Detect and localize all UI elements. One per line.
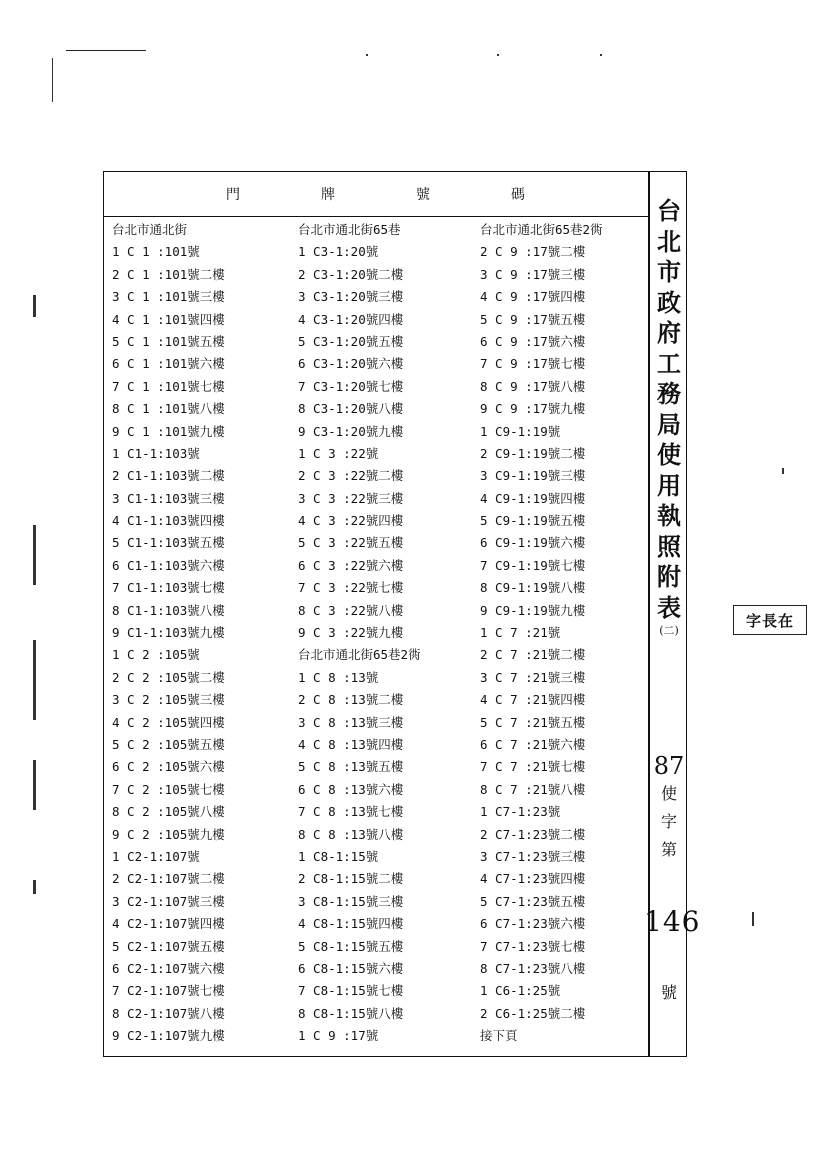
edge-mark [782,468,784,474]
table-cell: 1 C7-1:23號 [480,804,561,820]
table-cell: 9 C 9 :17號九樓 [480,401,586,417]
table-cell: 6 C 2 :105號六樓 [112,759,225,775]
table-cell: 6 C1-1:103號六樓 [112,557,225,573]
side-title-char: 用 [657,470,681,500]
header-char: 碼 [511,187,525,203]
table-cell: 5 C 1 :101號五樓 [112,333,225,349]
table-cell: 5 C1-1:103號五樓 [112,535,225,551]
table-cell: 9 C9-1:19號九樓 [480,602,586,618]
side-title-char: 市 [657,257,681,286]
table-cell: 4 C 9 :17號四樓 [480,289,586,305]
table-cell: 台北市通北街65巷 [298,222,401,237]
side-title-char: 表 [657,592,681,622]
table-cell: 4 C 7 :21號四樓 [480,692,586,708]
table-cell: 8 C3-1:20號八樓 [298,401,404,417]
table-cell: 3 C2-1:107號三樓 [112,893,225,909]
table-cell: 2 C 9 :17號二樓 [480,244,586,260]
table-cell: 5 C9-1:19號五樓 [480,513,586,529]
table-cell: 2 C 8 :13號二樓 [298,692,404,708]
table-cell: 1 C3-1:20號 [298,244,379,260]
table-cell: 3 C 3 :22號三樓 [298,490,404,506]
side-char-di: 第 [660,840,677,859]
table-cell: 6 C3-1:20號六樓 [298,356,404,372]
table-cell: 8 C1-1:103號八樓 [112,602,225,618]
side-title-char: 照 [657,531,681,561]
table-cell: 1 C 7 :21號 [480,625,561,641]
table-cell: 7 C7-1:23號七樓 [480,938,586,954]
header-char: 牌 [321,187,335,203]
table-cell: 2 C6-1:25號二樓 [480,1005,586,1021]
table-cell: 8 C 2 :105號八樓 [112,804,225,820]
side-year: 87 [653,752,685,780]
side-title-char: 務 [657,379,681,408]
scan-dot-artifact [600,54,602,56]
table-cell: 8 C8-1:15號八樓 [298,1005,404,1021]
table-cell: 8 C 1 :101號八樓 [112,401,225,417]
side-number: 146 [644,905,701,938]
side-title-char: 工 [657,348,681,378]
table-cell: 2 C3-1:20號二樓 [298,266,404,282]
table-cell: 4 C 1 :101號四樓 [112,311,225,327]
table-cell: 8 C7-1:23號八樓 [480,960,586,976]
table-cell: 6 C 8 :13號六樓 [298,781,404,797]
scan-dot-artifact [497,54,499,56]
table-cell: 6 C7-1:23號六樓 [480,916,586,932]
side-char-zi: 字 [660,812,677,831]
table-cell: 5 C 9 :17號五樓 [480,311,586,327]
table-cell: 8 C 8 :13號八樓 [298,826,404,842]
side-title-char: 府 [657,318,681,347]
table-cell: 8 C 7 :21號八樓 [480,781,586,797]
header-char: 號 [416,187,430,203]
edge-mark [752,912,754,926]
table-cell: 5 C3-1:20號五樓 [298,333,404,349]
side-title-char: 台 [657,196,681,225]
table-cell: 6 C9-1:19號六樓 [480,535,586,551]
table-cell: 7 C 1 :101號七樓 [112,378,225,394]
table-cell: 6 C 1 :101號六樓 [112,356,225,372]
table-cell: 7 C8-1:15號七樓 [298,983,404,999]
table-cell: 1 C6-1:25號 [480,983,561,999]
table-cell: 4 C9-1:19號四樓 [480,490,586,506]
table-cell: 5 C 8 :13號五樓 [298,759,404,775]
table-cell: 9 C 2 :105號九樓 [112,826,225,842]
table-cell: 4 C8-1:15號四樓 [298,916,404,932]
table-cell: 3 C 1 :101號三樓 [112,289,225,305]
table-cell: 4 C 3 :22號四樓 [298,513,404,529]
table-cell: 4 C7-1:23號四樓 [480,871,586,887]
table-cell: 7 C 2 :105號七樓 [112,781,225,797]
scan-dot-artifact [366,54,368,56]
edge-mark [33,760,36,810]
side-char-hao: 號 [660,983,677,1002]
table-cell: 1 C8-1:15號 [298,848,379,864]
table-cell: 2 C 2 :105號二樓 [112,669,225,685]
table-cell: 1 C1-1:103號 [112,445,200,461]
scan-pin-artifact [52,58,53,102]
table-cell: 8 C9-1:19號八樓 [480,580,586,596]
table-cell: 7 C 7 :21號七樓 [480,759,586,775]
edge-mark [33,640,36,720]
table-cell: 台北市通北街65巷2衖 [480,222,603,237]
table-cell: 9 C 1 :101號九樓 [112,423,225,439]
table-cell: 1 C9-1:19號 [480,423,561,439]
table-cell: 6 C 9 :17號六樓 [480,333,586,349]
table-cell: 7 C 3 :22號七樓 [298,580,404,596]
table-cell: 3 C8-1:15號三樓 [298,893,404,909]
table-cell: 8 C 3 :22號八樓 [298,602,404,618]
table-cell: 4 C3-1:20號四樓 [298,311,404,327]
table-cell: 1 C 1 :101號 [112,244,200,260]
table-cell: 5 C7-1:23號五樓 [480,893,586,909]
scan-line-artifact [66,50,146,51]
table-cell: 2 C9-1:19號二樓 [480,445,586,461]
edge-mark [33,880,36,894]
edge-mark [33,295,36,317]
table-cell: 7 C9-1:19號七樓 [480,557,586,573]
side-title-char: 政 [657,287,681,317]
edge-mark [33,525,36,585]
side-char-shi: 使 [660,784,677,803]
table-cell: 7 C 8 :13號七樓 [298,804,404,820]
table-cell: 9 C2-1:107號九樓 [112,1028,225,1044]
table-cell: 1 C 9 :17號 [298,1028,379,1044]
table-cell: 2 C7-1:23號二樓 [480,826,586,842]
table-cell: 3 C 9 :17號三樓 [480,266,586,282]
table-cell: 1 C 8 :13號 [298,669,379,685]
address-column-3 [480,219,603,1047]
table-header [103,184,648,204]
table-cell: 2 C 7 :21號二樓 [480,647,586,663]
table-cell: 7 C2-1:107號七樓 [112,983,225,999]
table-cell: 5 C 7 :21號五樓 [480,714,586,730]
table-cell: 2 C1-1:103號二樓 [112,468,225,484]
table-cell: 5 C 3 :22號五樓 [298,535,404,551]
side-title-char: 使 [657,440,681,469]
table-cell: 5 C8-1:15號五樓 [298,938,404,954]
table-cell: 7 C1-1:103號七樓 [112,580,225,596]
table-cell: 1 C2-1:107號 [112,848,200,864]
side-title-char: 附 [657,562,681,591]
table-cell: 5 C2-1:107號五樓 [112,938,225,954]
table-cell: 9 C 3 :22號九樓 [298,625,404,641]
side-title [652,196,686,623]
side-title-char: 局 [657,409,681,439]
table-cell: 9 C3-1:20號九樓 [298,423,404,439]
table-cell: 6 C 7 :21號六樓 [480,736,586,752]
table-cell: 8 C2-1:107號八樓 [112,1005,225,1021]
table-cell: 台北市通北街65巷2衖 [298,647,421,663]
table-cell: 9 C1-1:103號九樓 [112,625,225,641]
table-cell: 5 C 2 :105號五樓 [112,736,225,752]
table-cell: 6 C8-1:15號六樓 [298,960,404,976]
table-cell: 7 C 9 :17號七樓 [480,356,586,372]
table-cell: 3 C3-1:20號三樓 [298,289,404,305]
address-column-1 [112,219,225,1047]
side-subtitle: (二) [659,624,679,637]
table-cell: 3 C 7 :21號三樓 [480,669,586,685]
table-cell: 3 C9-1:19號三樓 [480,468,586,484]
table-cell: 6 C2-1:107號六樓 [112,960,225,976]
table-cell: 4 C2-1:107號四樓 [112,916,225,932]
side-title-char: 北 [657,226,681,256]
table-cell: 7 C3-1:20號七樓 [298,378,404,394]
table-cell: 1 C 2 :105號 [112,647,200,663]
table-cell: 8 C 9 :17號八樓 [480,378,586,394]
table-cell: 4 C 8 :13號四樓 [298,736,404,752]
header-char: 門 [226,187,240,203]
table-cell: 接下頁 [480,1028,518,1044]
side-title-char: 執 [657,501,681,530]
table-cell: 4 C 2 :105號四樓 [112,714,225,730]
table-cell: 2 C 1 :101號二樓 [112,266,225,282]
table-cell: 4 C1-1:103號四樓 [112,513,225,529]
table-cell: 1 C 3 :22號 [298,445,379,461]
table-cell: 3 C7-1:23號三樓 [480,848,586,864]
table-cell: 台北市通北街 [112,222,188,237]
table-cell: 3 C 2 :105號三樓 [112,692,225,708]
table-cell: 2 C2-1:107號二樓 [112,871,225,887]
table-cell: 2 C8-1:15號二樓 [298,871,404,887]
address-column-2 [298,219,421,1047]
table-cell: 3 C1-1:103號三樓 [112,490,225,506]
table-cell: 2 C 3 :22號二樓 [298,468,404,484]
table-cell: 6 C 3 :22號六樓 [298,557,404,573]
table-cell: 3 C 8 :13號三樓 [298,714,404,730]
stamp: 字長在 [733,605,807,635]
header-divider [103,216,648,217]
